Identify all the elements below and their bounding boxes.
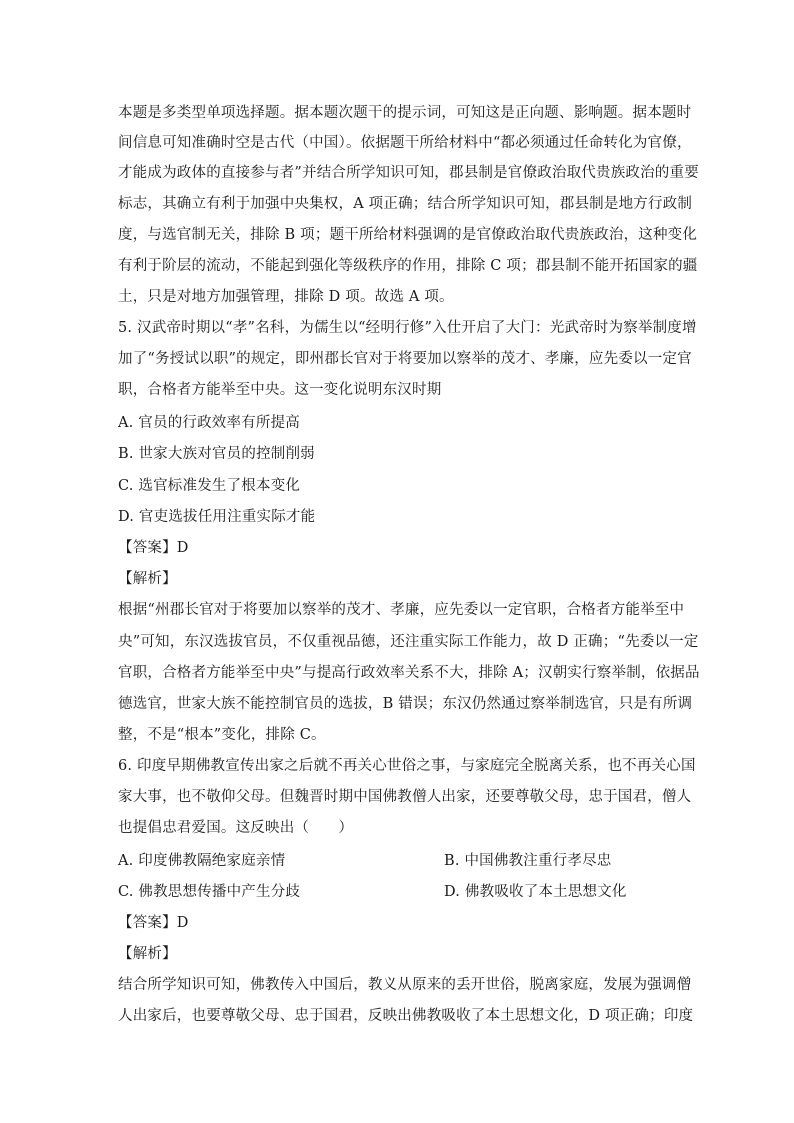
question-5-option-c: C. 选官标准发生了根本变化 bbox=[118, 478, 301, 494]
question-5-answer: 【答案】D bbox=[118, 540, 189, 556]
question-6-option-c: C. 佛教思想传播中产生分歧 bbox=[118, 884, 301, 900]
analysis-line: 间信息可知准确时空是古代（中国）。依据题干所给材料中“都必须通过任命转化为官僚， bbox=[118, 135, 692, 151]
question-5-stem: 加了“务授试以职”的规定，即州郡长官对于将要加以察举的茂才、孝廉，应先委以一定官 bbox=[118, 351, 692, 367]
question-6-option-b: B. 中国佛教注重行孝尽忠 bbox=[444, 853, 612, 869]
question-5-analysis: 官职，合格者方能举至中央”与提高行政效率关系不大，排除 A；汉朝实行察举制，依据品 bbox=[118, 665, 700, 681]
question-5-stem: 5. 汉武帝时期以“孝”名科，为儒生以“经明行修”入仕开启了大门：光武帝时为察举制度增 bbox=[118, 320, 697, 336]
question-6-analysis-title: 【解析】 bbox=[118, 946, 177, 962]
question-5-option-d: D. 官吏选拔任用注重实际才能 bbox=[118, 509, 316, 525]
question-5-option-b: B. 世家大族对官员的控制削弱 bbox=[118, 446, 315, 462]
question-5-analysis: 整，不是“根本”变化，排除 C。 bbox=[118, 727, 326, 743]
question-6-option-d: D. 佛教吸收了本土思想文化 bbox=[444, 884, 627, 900]
question-5-analysis: 根据“州郡长官对于将要加以察举的茂才、孝廉，应先委以一定官职，合格者方能举至中 bbox=[118, 602, 685, 618]
question-5-option-a: A. 官员的行政效率有所提高 bbox=[118, 415, 300, 431]
question-6-option-a: A. 印度佛教隔绝家庭亲情 bbox=[118, 853, 286, 869]
question-6-answer: 【答案】D bbox=[118, 915, 189, 931]
analysis-line: 有利于阶层的流动，不能起到强化等级秩序的作用，排除 C 项；郡县制不能开拓国家的疆 bbox=[118, 258, 698, 274]
analysis-line: 标志，其确立有利于加强中央集权，A 项正确；结合所学知识可知，郡县制是地方行政制 bbox=[118, 196, 693, 212]
analysis-line: 本题是多类型单项选择题。据本题次题干的提示词，可知这是正向题、影响题。据本题时 bbox=[118, 105, 692, 121]
analysis-line: 才能成为政体的直接参与者”并结合所学知识可知，郡县制是官僚政治取代贵族政治的重要 bbox=[118, 165, 699, 181]
question-5-analysis: 德选官，世家大族不能控制官员的选拔，B 错误；东汉仍然通过察举制选官，只是有所调 bbox=[118, 696, 693, 712]
question-5-stem: 职，合格者方能举至中央。这一变化说明东汉时期 bbox=[118, 382, 442, 398]
analysis-line: 度，与选官制无关，排除 B 项；题干所给材料强调的是官僚政治取代贵族政治，这种变化 bbox=[118, 227, 698, 243]
question-5-analysis-title: 【解析】 bbox=[118, 571, 177, 587]
analysis-line: 土，只是对地方加强管理，排除 D 项。故选 A 项。 bbox=[118, 289, 454, 305]
question-6-stem: 6. 印度早期佛教宣传出家之后就不再关心世俗之事，与家庭完全脱离关系，也不再关心国 bbox=[118, 758, 696, 774]
question-6-stem: 家大事，也不敬仰父母。但魏晋时期中国佛教僧人出家，还要尊敬父母，忠于国君，僧人 bbox=[118, 789, 692, 805]
question-6-stem: 也提倡忠君爱国。这反映出（ ） bbox=[118, 820, 354, 836]
question-6-analysis: 人出家后，也要尊敬父母、忠于国君，反映出佛教吸收了本土思想文化，D 项正确；印度 bbox=[118, 1008, 694, 1024]
question-6-analysis: 结合所学知识可知，佛教传入中国后，教义从原来的丢开世俗，脱离家庭，发展为强调僧 bbox=[118, 977, 692, 993]
question-5-analysis: 央”可知，东汉选拔官员，不仅重视品德，还注重实际工作能力，故 D 正确；“先委以一定 bbox=[118, 634, 699, 650]
